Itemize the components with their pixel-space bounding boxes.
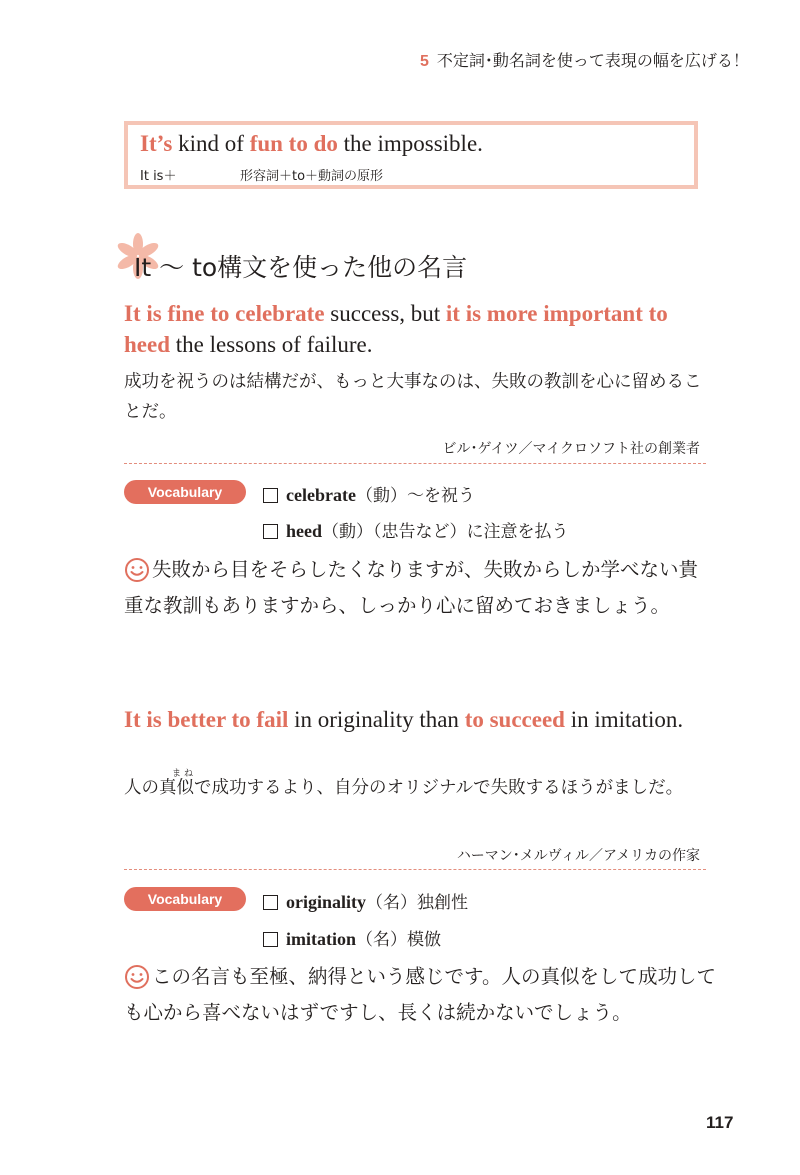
divider: [124, 463, 706, 464]
checkbox-icon[interactable]: [263, 932, 278, 947]
quote-2-comment: この名言も至極、納得という感じです。人の真似をして成功しても心から喜べないはずですし、長くは続かないでしょう。: [124, 965, 716, 1024]
quote-highlight: It is fine to celebrate: [124, 301, 325, 326]
page-number: 117: [706, 1113, 734, 1132]
vocab-word: celebrate: [286, 485, 356, 505]
chapter-title: 不定詞･動名詞を使って表現の幅を広げる！: [436, 51, 749, 70]
quote-text: in originality than: [288, 707, 465, 732]
gloss-right: 形容詞＋to＋動詞の原形: [240, 169, 384, 184]
example-box: [124, 121, 698, 189]
quote-2-author: ハーマン･メルヴィル／アメリカの作家: [456, 848, 700, 864]
example-text: the impossible.: [337, 131, 483, 156]
vocab-item: [263, 925, 441, 950]
vocab-word: originality: [286, 892, 366, 912]
vocab-meaning: （名）模倣: [356, 930, 441, 950]
checkbox-icon[interactable]: [263, 488, 278, 503]
gloss-left: It is＋: [140, 169, 177, 184]
checkbox-icon[interactable]: [263, 524, 278, 539]
running-header: [420, 48, 749, 71]
vocab-item: [263, 481, 475, 506]
quote-text: in imitation.: [564, 707, 684, 732]
section-heading: It 〜 to構文を使った他の名言: [134, 253, 468, 282]
quote-text: the lessons of failure.: [170, 332, 373, 357]
divider: [124, 869, 706, 870]
vocab-meaning: （動）〜を祝う: [355, 486, 475, 506]
quote-1-english: [124, 298, 714, 360]
vocab-meaning: （動）（忠告など）に注意を払う: [322, 522, 569, 542]
quote-highlight: it is more important to heed: [124, 301, 668, 357]
checkbox-icon[interactable]: [263, 895, 278, 910]
example-highlight-fun-to-do: fun to do: [249, 131, 338, 156]
example-sentence: [140, 131, 483, 157]
vocab-word: imitation: [286, 929, 356, 949]
vocabulary-badge: Vocabulary: [124, 887, 246, 911]
vocab-word: heed: [286, 521, 322, 541]
vocabulary-badge: Vocabulary: [124, 480, 246, 504]
quote-1-japanese: 成功を祝うのは結構だが、もっと大事なのは、失敗の教訓を心に留めることだ。: [124, 372, 702, 422]
quote-highlight: It is better to fail: [124, 707, 289, 732]
quote-text: success, but: [324, 301, 446, 326]
vocab-item: [263, 888, 468, 913]
vocab-meaning: （名）独創性: [366, 893, 468, 913]
quote-2-japanese: 人の真似で成功するより、自分のオリジナルで失敗するほうがましだ。: [124, 778, 684, 798]
example-highlight-its: It’s: [140, 131, 173, 156]
quote-2-english: [124, 704, 714, 735]
example-text: kind of: [172, 131, 250, 156]
quote-1-author: ビル･ゲイツ／マイクロソフト社の創業者: [442, 441, 700, 457]
vocab-item: [263, 517, 569, 542]
quote-highlight: to succeed: [464, 707, 565, 732]
chapter-number: 5: [420, 53, 429, 70]
furigana: まね: [172, 769, 197, 779]
quote-1-comment: 失敗から目をそらしたくなりますが、失敗からしか学べない貴重な教訓もありますから、しっかり心に留めておきましょう。: [124, 558, 699, 617]
